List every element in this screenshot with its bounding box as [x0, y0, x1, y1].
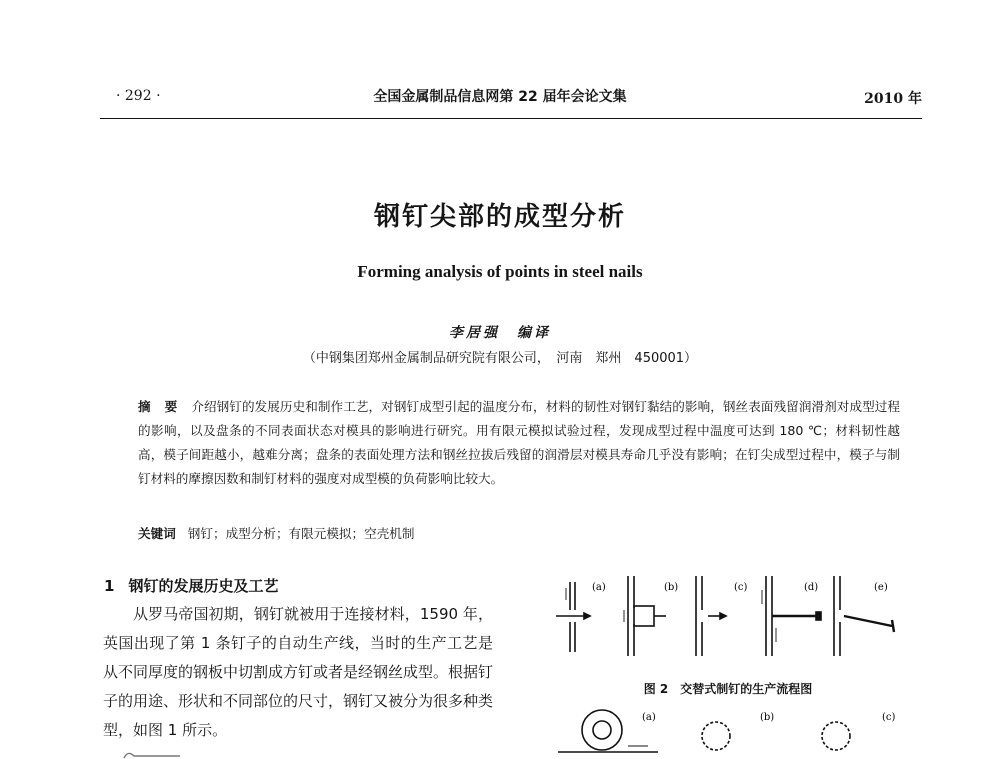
figure-3-label-b: (b) — [760, 712, 775, 723]
paper-title-chinese: 钢钉尖部的成型分析 — [373, 202, 626, 232]
abstract-text: 介绍钢钉的发展历史和制作工艺，对钢钉成型引起的温度分布，材料的韧性对钢钉黏结的影响，钢丝表面残留润滑剂对成型过程的影响，以及盘条的不同表面状态对模具的影响进行研究。用有限元模拟试验过程，发现成型过程中温度可达到 180 ℃；材料韧性越高，模子间距越小，越难分离；盘条的表面处理方法和钢丝拉拔后残留的润滑层对模具寿命几乎没有影响；在钉尖成型过程中，模子与制钉材料的摩擦因数和制钉材料的强度对成型模的负荷影响比较大。 — [138, 399, 900, 486]
author-line: 李居强 编译 — [449, 325, 551, 341]
paragraph-text: 从罗马帝国初期，钢钉就被用于连接材料，1590 年，英国出现了第 1 条钉子的自动生产线，当时的生产工艺是从不同厚度的钢板中切割成方钉或者是经钢丝成型。根据钉子的用途、形状和不同部位的尺寸，钢钉又被分为很多种类型，如图 1 所示。 — [103, 605, 494, 739]
publication-year: 2010 年 — [864, 91, 922, 107]
figure-2-drawing — [556, 576, 894, 656]
abstract-block — [138, 395, 900, 491]
header-rule — [100, 118, 922, 119]
scan-artifact — [120, 748, 280, 759]
figure-2-label-d: (d) — [804, 582, 819, 593]
figure-3-diagram — [548, 700, 908, 759]
section-heading — [104, 575, 278, 596]
figure-3-label-a: (a) — [642, 712, 656, 723]
page-number: · 292 · — [116, 88, 161, 104]
section-title: 钢钉的发展历史及工艺 — [128, 577, 279, 595]
figure-2-label-b: (b) — [664, 582, 679, 593]
figure-2-label-e: (e) — [874, 582, 888, 593]
paper-title-english: Forming analysis of points in steel nails — [357, 262, 643, 281]
figure-3-label-c: (c) — [882, 712, 896, 723]
keywords-label: 关键词 — [138, 526, 176, 541]
journal-title: 全国金属制品信息网第 22 届年会论文集 — [373, 89, 627, 105]
section-paragraph — [103, 600, 493, 745]
abstract-label: 摘要 — [138, 399, 192, 414]
section-number: 1 — [104, 577, 115, 595]
figure-2-label-a: (a) — [592, 582, 606, 593]
figure-2-caption: 图 2 交替式制钉的生产流程图 — [643, 682, 813, 696]
keywords-block — [138, 523, 414, 542]
figure-3-drawing — [558, 710, 850, 752]
keywords-text: 钢钉；成型分析；有限元模拟；空壳机制 — [187, 526, 415, 541]
figure-2-label-c: (c) — [734, 582, 748, 593]
affiliation-line: （中钢集团郑州金属制品研究院有限公司， 河南 郑州 450001） — [302, 351, 698, 366]
figure-2-diagram — [548, 570, 908, 660]
